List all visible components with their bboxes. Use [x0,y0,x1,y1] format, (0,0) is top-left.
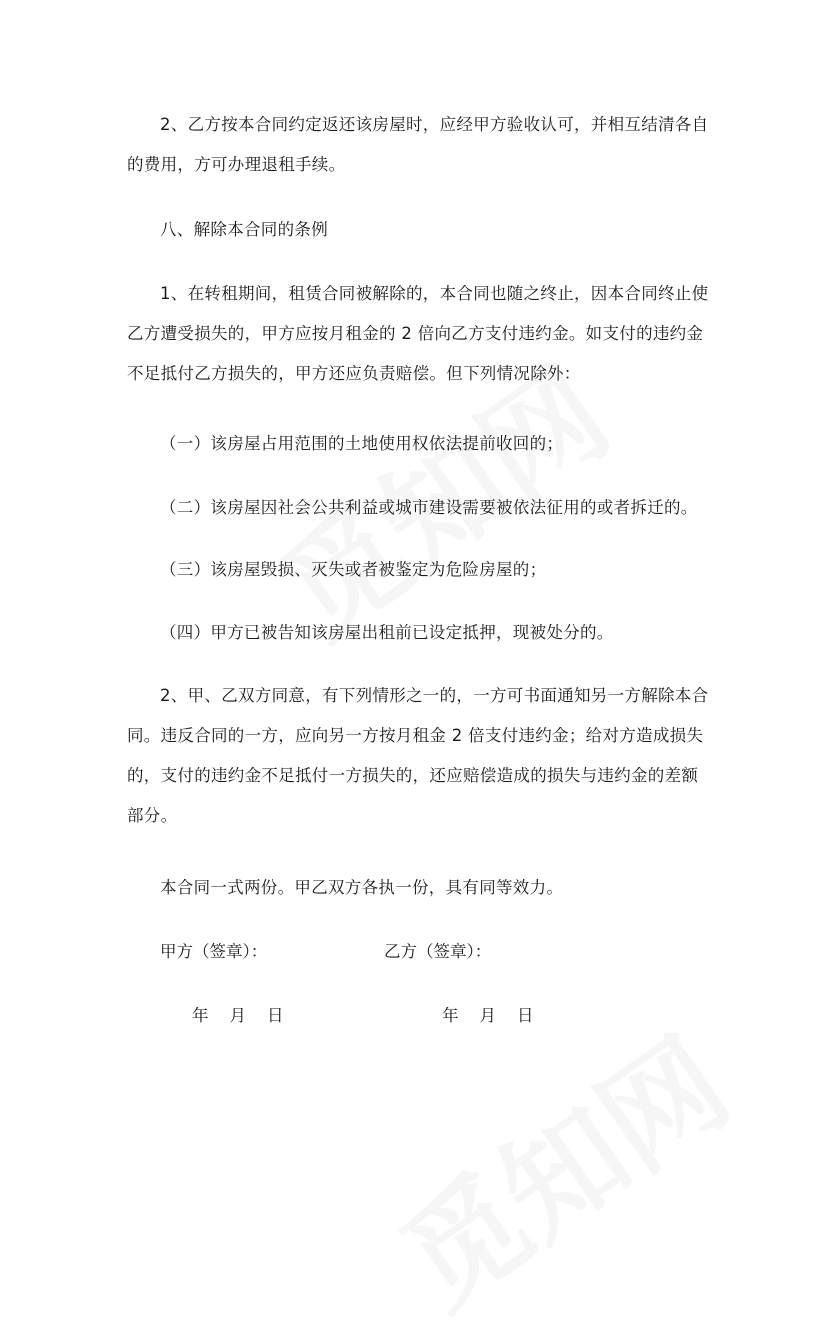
watermark-bottom [363,992,757,1339]
exception-3 [127,550,703,590]
copies-note [127,868,703,908]
clause-7-item-2 [127,105,709,185]
exception-item: （一）该房屋占用范围的土地使用权依法提前收回的； [160,434,564,453]
exception-4 [127,613,703,653]
section-heading: 八、解除本合同的条例 [160,220,328,239]
paragraph-line: 的，支付的违约金不足抵付一方损失的，还应赔偿造成的损失与违约金的差额 [127,766,699,785]
paragraph-line: 2、甲、乙双方同意，有下列情形之一的，一方可书面通知另一方解除本合 [160,686,709,705]
party-b-date: 年 月 日 [442,1006,534,1025]
paragraph-line: 1、在转租期间，租赁合同被解除的，本合同也随之终止，因本合同终止使 [160,284,709,303]
paragraph-line: 乙方遭受损失的，甲方应按月租金的 2 倍向乙方支付违约金。如支付的违约金 [127,324,704,343]
paragraph-line: 本合同一式两份。甲乙双方各执一份，具有同等效力。 [160,878,564,897]
section-8-heading [127,210,703,250]
clause-8-item-1 [127,274,709,394]
clause-8-item-2 [127,676,709,836]
party-b-signature-label: 乙方（签章）： [384,942,492,961]
exception-2 [127,488,703,528]
exception-item: （三）该房屋毁损、灭失或者被鉴定为危险房屋的； [160,560,547,579]
paragraph-line: 2、乙方按本合同约定返还该房屋时，应经甲方验收认可，并相互结清各自 [160,115,709,134]
party-a-date: 年 月 日 [192,1006,284,1025]
paragraph-line: 部分。 [127,806,178,825]
exception-1 [127,424,703,464]
exception-item: （四）甲方已被告知该房屋出租前已设定抵押，现被处分的。 [160,623,614,642]
paragraph-line: 的费用，方可办理退租手续。 [127,155,346,174]
exception-item: （二）该房屋因社会公共利益或城市建设需要被依法征用的或者拆迁的。 [160,498,698,517]
paragraph-line: 不足抵付乙方损失的，甲方还应负责赔偿。但下列情况除外： [127,364,581,383]
party-a-signature-label: 甲方（签章）： [160,942,268,961]
paragraph-line: 同。违反合同的一方，应向另一方按月租金 2 倍支付违约金；给对方造成损失 [127,726,704,745]
